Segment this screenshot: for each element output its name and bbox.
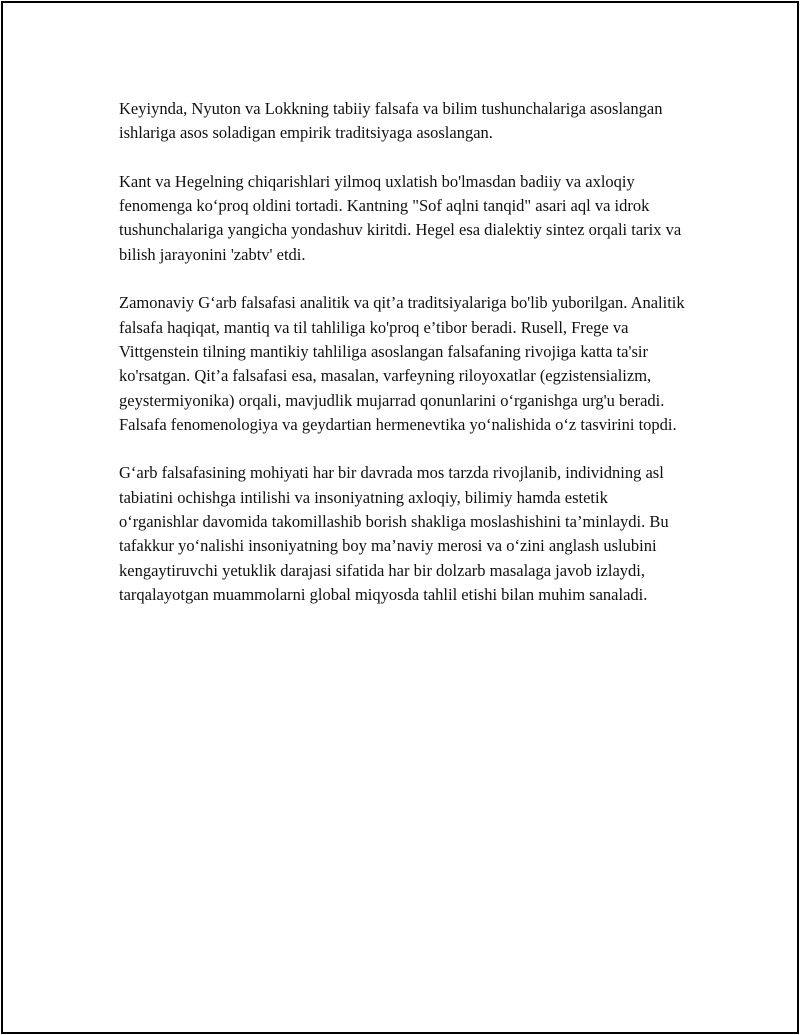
page-frame [1,1,799,1034]
paragraph-4: G‘arb falsafasining mohiyati har bir davrada mos tarzda rivojlanib, individning asl tabiatini ochishga intilishi va insoniyatning axloqiy, bilimiy hamda estetik o‘rganishlar davomida takomillashib borish shakliga moslashishini ta’minlaydi. Bu tafakkur yo‘nalishi insoniyatning boy ma’naviy merosi va o‘zini anglash uslubini kengaytiruvchi yetuklik darajasi sifatida har bir dolzarb masalaga javob izlaydi, tarqalayotgan muammolarni global miqyosda tahlil etishi bilan muhim sanaladi. [119,463,669,604]
document-body [119,97,689,632]
paragraph-2: Kant va Hegelning chiqarishlari yilmoq uxlatish bo'lmasdan badiiy va axloqiy fenomenga ko‘proq oldini tortadi. Kantning "Sof aqlni tanqid" asari aql va idrok tushunchalariga yangicha yondashuv kiritdi. Hegel esa dialektiy sintez orqali tarix va bilish jarayonini 'zabtv' etdi. [119,171,682,264]
paragraph-3: Zamonaviy G‘arb falsafasi analitik va qit’a traditsiyalariga bo'lib yuborilgan. Analitik falsafa haqiqat, mantiq va til tahliliga ko'proq e’tibor beradi. Rusell, Frege va Vittgenstein tilning mantikiy tahliliga asoslangan falsafaning rivojiga katta ta'sir ko'rsatgan. Qit’a falsafasi esa, masalan, varfeyning riloyoxatlar (egzistensializm, geystermiyonika) orqali, mavjudlik mujarrad qonunlarini o‘rganishga urg'u beradi. Falsafa fenomenologiya va geydartian hermenevtika yo‘nalishida o‘z tasvirini topdi. [119,293,685,434]
paragraph-1: Keyiynda, Nyuton va Lokkning tabiiy falsafa va bilim tushunchalariga asoslangan ishlariga asos soladigan empirik traditsiyaga asoslangan. [119,99,663,143]
